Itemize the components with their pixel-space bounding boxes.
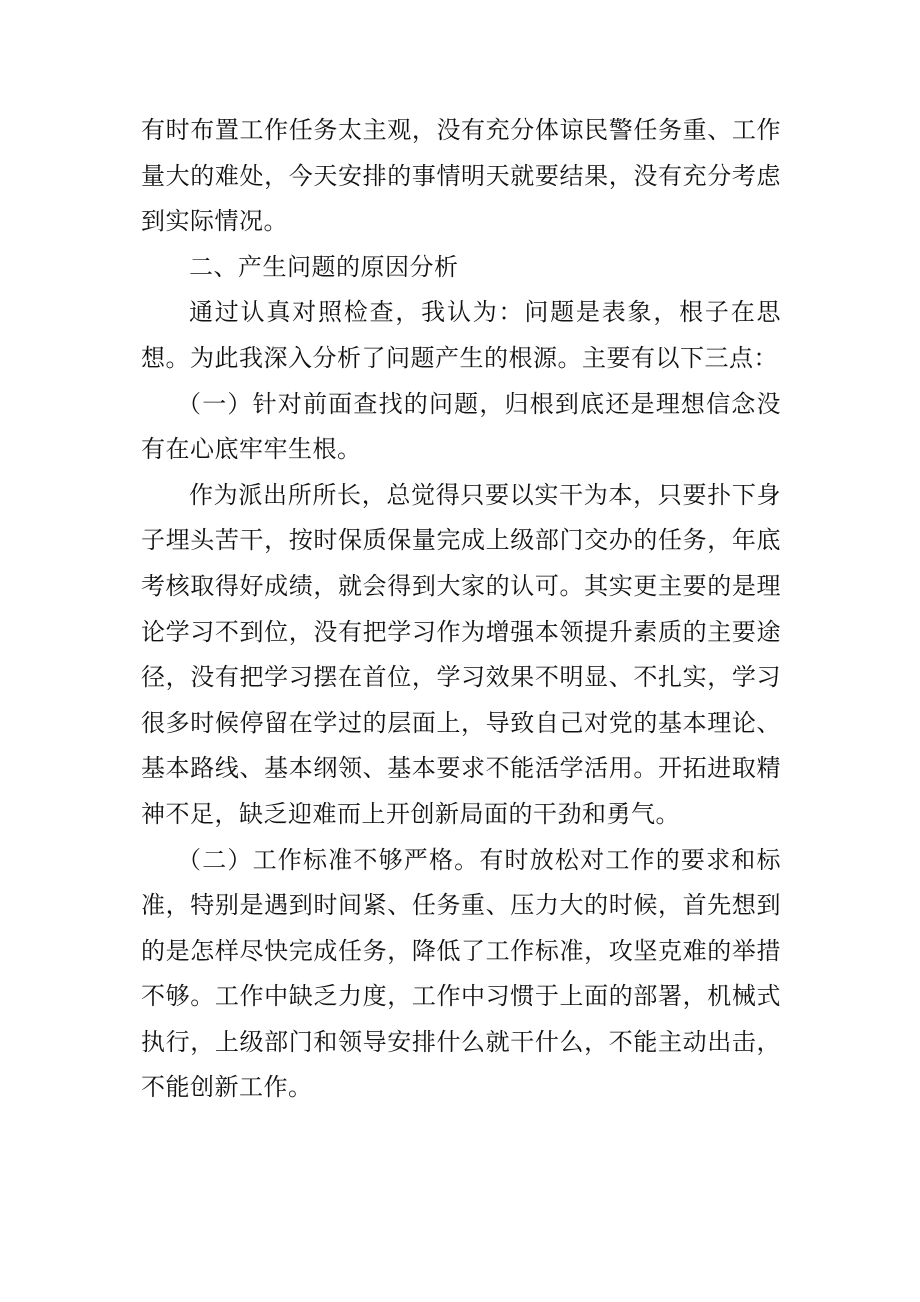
paragraph-continuation: 有时布置工作任务太主观，没有充分体谅民警任务重、工作量大的难处，今天安排的事情明天就要结果，没有充分考虑到实际情况。 [141,116,781,236]
document-body [141,108,781,1111]
paragraph-intro: 通过认真对照检查，我认为：问题是表象，根子在思想。为此我深入分析了问题产生的根源。主要有以下三点： [141,298,781,372]
subheading-point-1: （一）针对前面查找的问题，归根到底还是理想信念没有在心底牢牢生根。 [141,389,781,464]
section-heading: 二、产生问题的原因分析 [189,252,459,281]
paragraph-point-1-body: 作为派出所所长，总觉得只要以实干为本，只要扑下身子埋头苦干，按时保质保量完成上级部门交办的任务，年底考核取得好成绩，就会得到大家的认可。其实更主要的是理论学习不到位，没有把学习作为增强本领提升素质的主要途径，没有把学习摆在首位，学习效果不明显、不扎实，学习很多时候停留在学过的层面上，导致自己对党的基本理论、基本路线、基本纲领、基本要求不能活学活用。开拓进取精神不足，缺乏迎难而上开创新局面的干劲和勇气。 [141,480,781,828]
paragraph-point-2: （二）工作标准不够严格。有时放松对工作的要求和标准，特别是遇到时间紧、任务重、压力大的时候，首先想到的是怎样尽快完成任务，降低了工作标准，攻坚克难的举措不够。工作中缺乏力度，工作中习惯于上面的部署，机械式执行，上级部门和领导安排什么就干什么，不能主动出击，不能创新工作。 [141,845,781,1102]
